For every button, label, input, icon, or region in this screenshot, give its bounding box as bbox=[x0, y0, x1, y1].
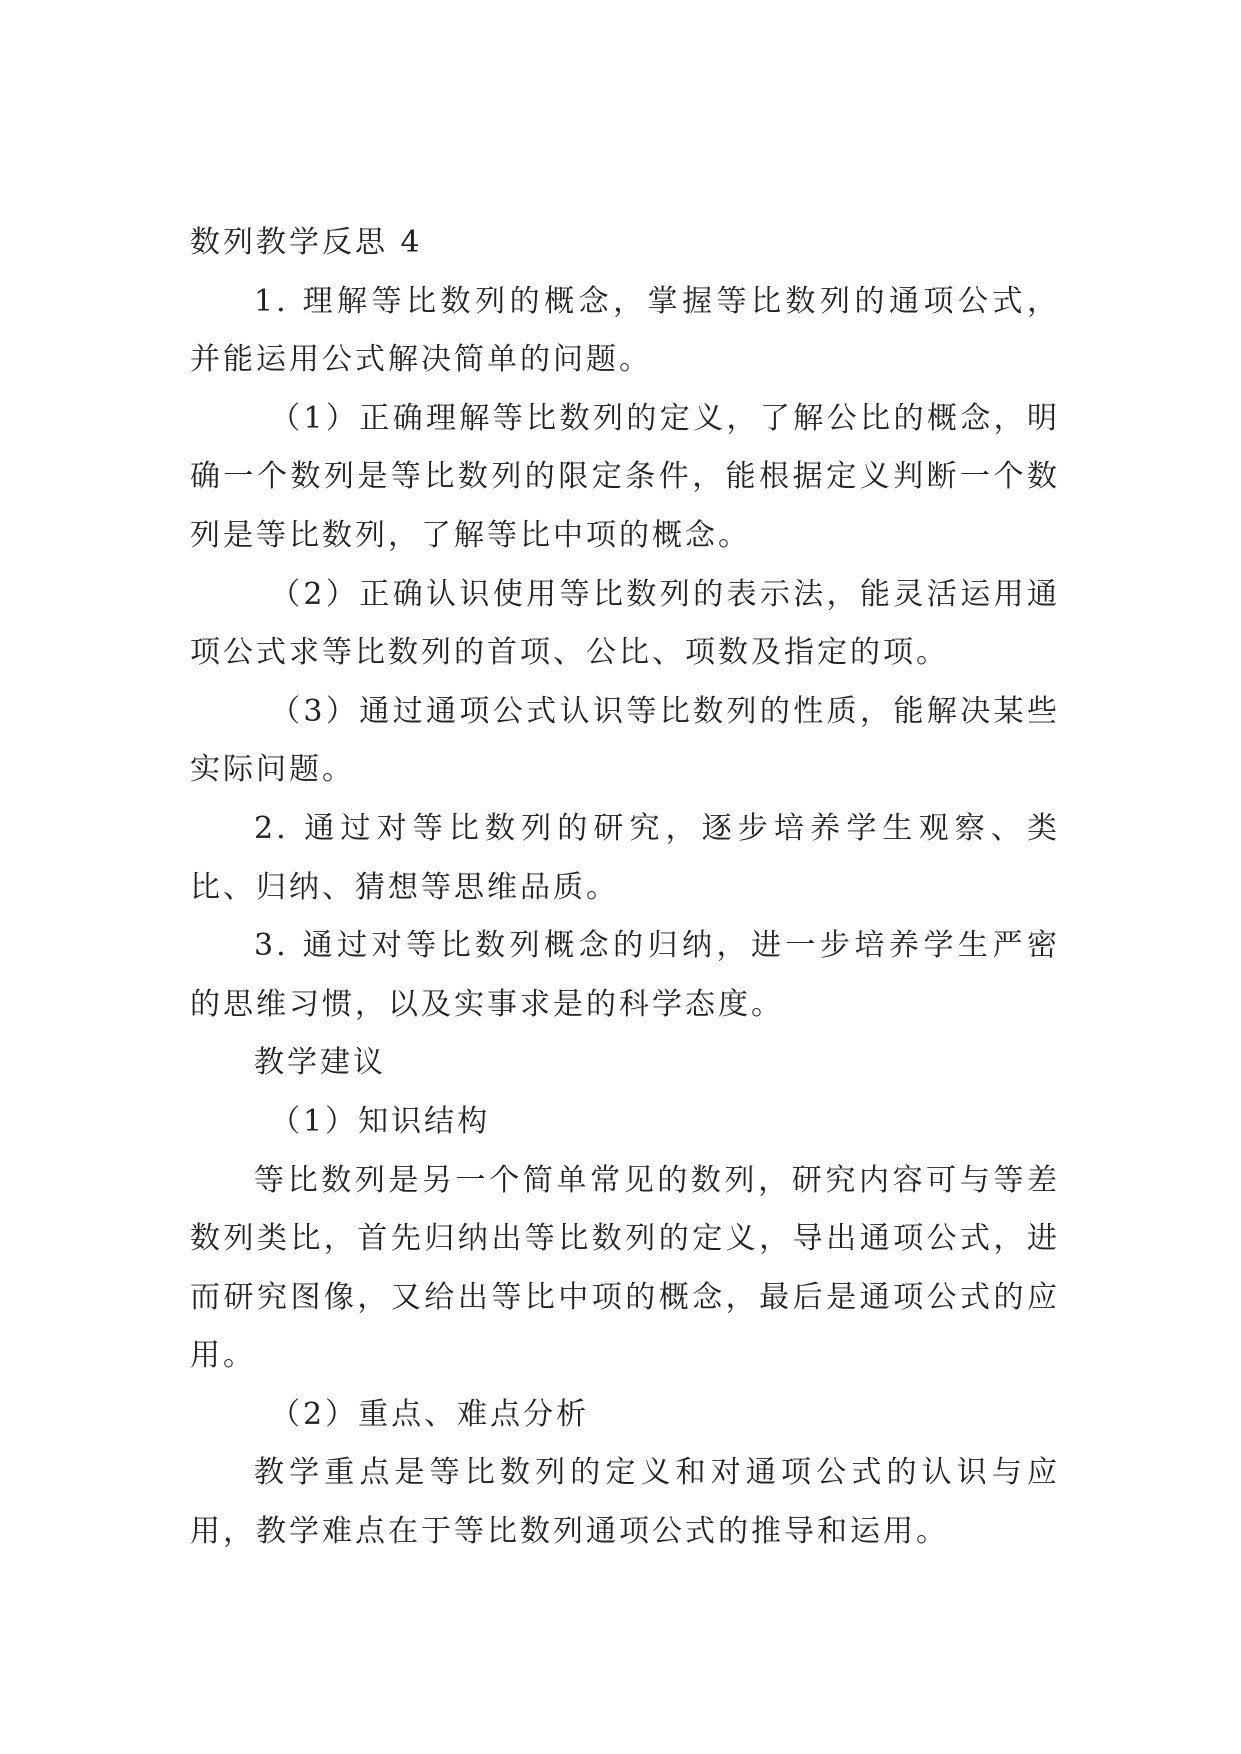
subheading-key-points: （2）重点、难点分析 bbox=[270, 1396, 590, 1432]
subheading-knowledge-structure: （1）知识结构 bbox=[270, 1103, 491, 1139]
paragraph-objective-3: 3. 通过对等比数列概念的归纳，进一步培养学生严密的思维习惯，以及实事求是的科学态度。 bbox=[190, 928, 1060, 1022]
paragraph-objective-2: 2. 通过对等比数列的研究，逐步培养学生观察、类比、归纳、猜想等思维品质。 bbox=[190, 810, 1060, 905]
paragraph-objective-1: 1. 理解等比数列的概念，掌握等比数列的通项公式，并能运用公式解决简单的问题。 bbox=[190, 283, 1060, 378]
document-title: 数列教学反思 4 bbox=[190, 225, 423, 260]
paragraph-knowledge-structure: 等比数列是另一个简单常见的数列，研究内容可与等差数列类比，首先归纳出等比数列的定义，导出通项公式，进而研究图像，又给出等比中项的概念，最后是通项公式的应用。 bbox=[190, 1162, 1060, 1374]
document-body bbox=[190, 214, 1060, 1562]
paragraph-objective-1-1: （1）正确理解等比数列的定义，了解公比的概念，明确一个数列是等比数列的限定条件，能根据定义判断一个数列是等比数列，了解等比中项的概念。 bbox=[190, 400, 1060, 553]
section-heading-teaching-advice: 教学建议 bbox=[254, 1045, 386, 1081]
paragraph-objective-1-3: （3）通过通项公式认识等比数列的性质，能解决某些实际问题。 bbox=[190, 693, 1060, 788]
paragraph-key-points: 教学重点是等比数列的定义和对通项公式的认识与应用，教学难点在于等比数列通项公式的推导和运用。 bbox=[190, 1455, 1060, 1550]
paragraph-objective-1-2: （2）正确认识使用等比数列的表示法，能灵活运用通项公式求等比数列的首项、公比、项数及指定的项。 bbox=[190, 576, 1060, 671]
